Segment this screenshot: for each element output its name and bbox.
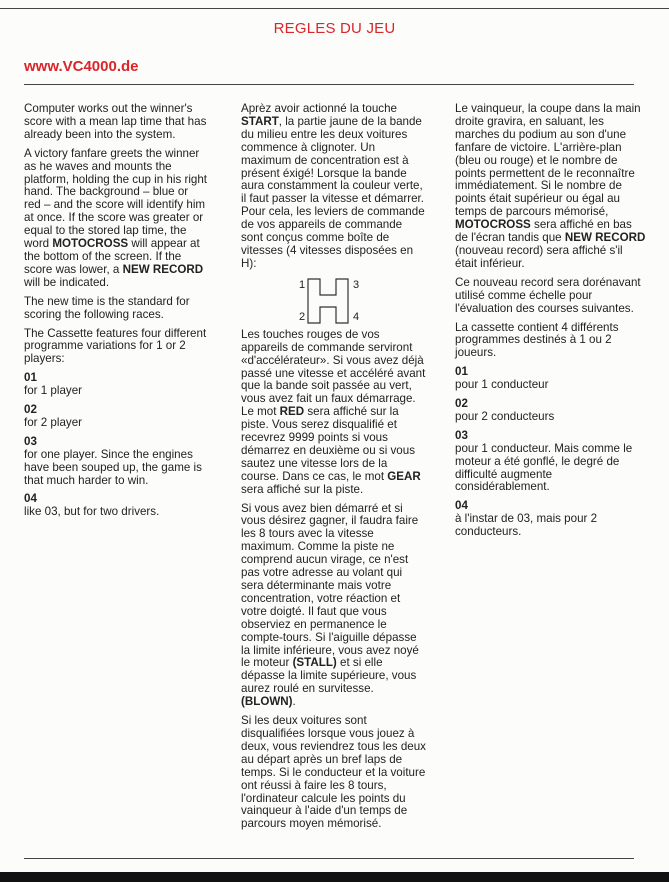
paragraph: Le vainqueur, la coupe dans la main droite gravira, en saluant, les marches du podium au son d'une fanfare de victoire. L'arrière-plan (bleu ou rouge) et le nombre de points permettent de le reconnaître immédiatement. Si le nombre de points était supérieur ou égal au temps de parcours mémorisé, MOTOCROSS sera affiché en bas de l'écran tandis que NEW RECORD (nouveau record) sera affiché s'il était inférieur. (455, 102, 646, 270)
program-text: pour 1 conducteur (455, 378, 549, 392)
paragraph: Si les deux voitures sont disqualifiées lorsque vous jouez à deux, vous reviendrez tous les deux au départ après un bref laps de temps. Si le conducteur et la voiture ont réussi à faire les 8 tours, l'ordinateur calcule les points du vainqueur à l'aide d'un temps de parcours moyen mémorisé. (241, 714, 426, 831)
program-text: for 1 player (24, 384, 82, 398)
keyword: (STALL) (292, 656, 337, 670)
program-number: 03 (455, 428, 468, 442)
program-number: 04 (24, 492, 37, 506)
program-text: à l'instar de 03, mais pour 2 conducteurs. (455, 512, 598, 539)
program-text: for 2 player (24, 415, 82, 429)
program-number: 03 (24, 434, 37, 448)
program-number: 04 (455, 499, 468, 513)
gear-label-4: 4 (353, 310, 360, 323)
paragraph: Ce nouveau record sera dorénavant utilisé comme échelle pour l'évaluation des courses suivantes. (455, 275, 641, 315)
paragraph: The new time is the standard for scoring the following races. (24, 294, 190, 321)
site-url: www.VC4000.de (24, 58, 139, 75)
keyword: GEAR (387, 469, 421, 483)
header-rule (24, 84, 634, 85)
keyword: MOTOCROSS (455, 218, 531, 232)
page-bottom-edge (0, 872, 669, 882)
paragraph: Les touches rouges de vos appareils de commande serviront «d'accélérateur». Si vous avez déjà passé une vitesse et accéléré avant que la bande soit passée au vert, vous avez fait un faux démarrage. Le mot RED sera affiché sur la piste. Vous serez disqualifié et recevrez 9999 points si vous démarrez en deuxième ou si vous sautez une vitesse lors de la course. Dans ce cas, le mot GEAR sera affiché sur la piste. (241, 327, 426, 496)
gear-label-3: 3 (353, 278, 360, 291)
h-pattern-icon (306, 277, 350, 325)
keyword: MOTOCROSS (52, 237, 129, 251)
program-number: 02 (24, 403, 37, 417)
program-text: for one player. Since the engines have been souped up, the game is that much harder to win. (24, 447, 202, 487)
keyword: NEW RECORD (564, 231, 646, 245)
program-number: 01 (24, 371, 37, 385)
gear-label-2: 2 (299, 310, 306, 323)
keyword: NEW RECORD (122, 262, 204, 276)
program-text: like 03, but for two drivers. (24, 505, 160, 519)
gear-shift-diagram (241, 277, 427, 327)
paragraph: La cassette contient 4 différents programmes destinés à 1 ou 2 joueurs. (455, 320, 619, 360)
paragraph: The Cassette features four different programme variations for 1 or 2 players: (24, 326, 207, 366)
keyword: (BLOWN) (241, 695, 293, 709)
paragraph: Computer works out the winner's score with a mean lap time that has already been into the system. (24, 102, 207, 141)
paragraph: Si vous avez bien démarré et si vous désirez gagner, il faudra faire les 8 tours avec la vitesse maximum. Comme la piste ne comprend aucun virage, ce n'est pas votre adresse au volant qui sera déterminante mais votre concentration, votre réaction et votre doigté. Il faut que vous observiez en permanence le compte-tours. Si l'aiguille dépasse la limite inférieure, vous avez noyé le moteur (STALL) et si elle dépasse la limite supérieure, vous aurez roulé en survitesse. (BLOWN). (241, 501, 419, 709)
column-french-2 (455, 103, 647, 543)
program-number: 01 (455, 365, 468, 379)
top-rule (0, 8, 669, 9)
paragraph: A victory fanfare greets the winner as he waves and mounts the platform, holding the cup in his right hand. The background – blue or red – and the score will identify him at once. If the score was greater or equal to the stored lap time, the word MOTOCROSS will appear at the bottom of the screen. If the score was lower, a NEW RECORD will be indicated. (24, 146, 208, 289)
footer-rule (24, 858, 634, 859)
keyword: RED (279, 405, 305, 419)
column-english (24, 103, 208, 523)
page-title: REGLES DU JEU (273, 20, 396, 37)
paragraph: Aprèz avoir actionné la touche START, la partie jaune de la bande du milieu entre les deux voitures commence à clignoter. Un maximum de concentration est à présent éxigé! Lorsque la bande aura constamment la couleur verte, il faut passer la vitesse et démarrer. Pour cela, les leviers de commande de vos appareils de commande sont conçus comme boîte de vitesses (4 vitesses disposées en H): (241, 102, 425, 270)
column-french-1 (241, 103, 427, 837)
program-text: pour 1 conducteur. Mais comme le moteur a été gonflé, le degré de difficulté augmente considérablement. (455, 441, 633, 494)
keyword: START (241, 114, 279, 128)
program-number: 02 (455, 397, 468, 411)
gear-label-1: 1 (299, 278, 306, 291)
program-text: pour 2 conducteurs (455, 409, 555, 423)
